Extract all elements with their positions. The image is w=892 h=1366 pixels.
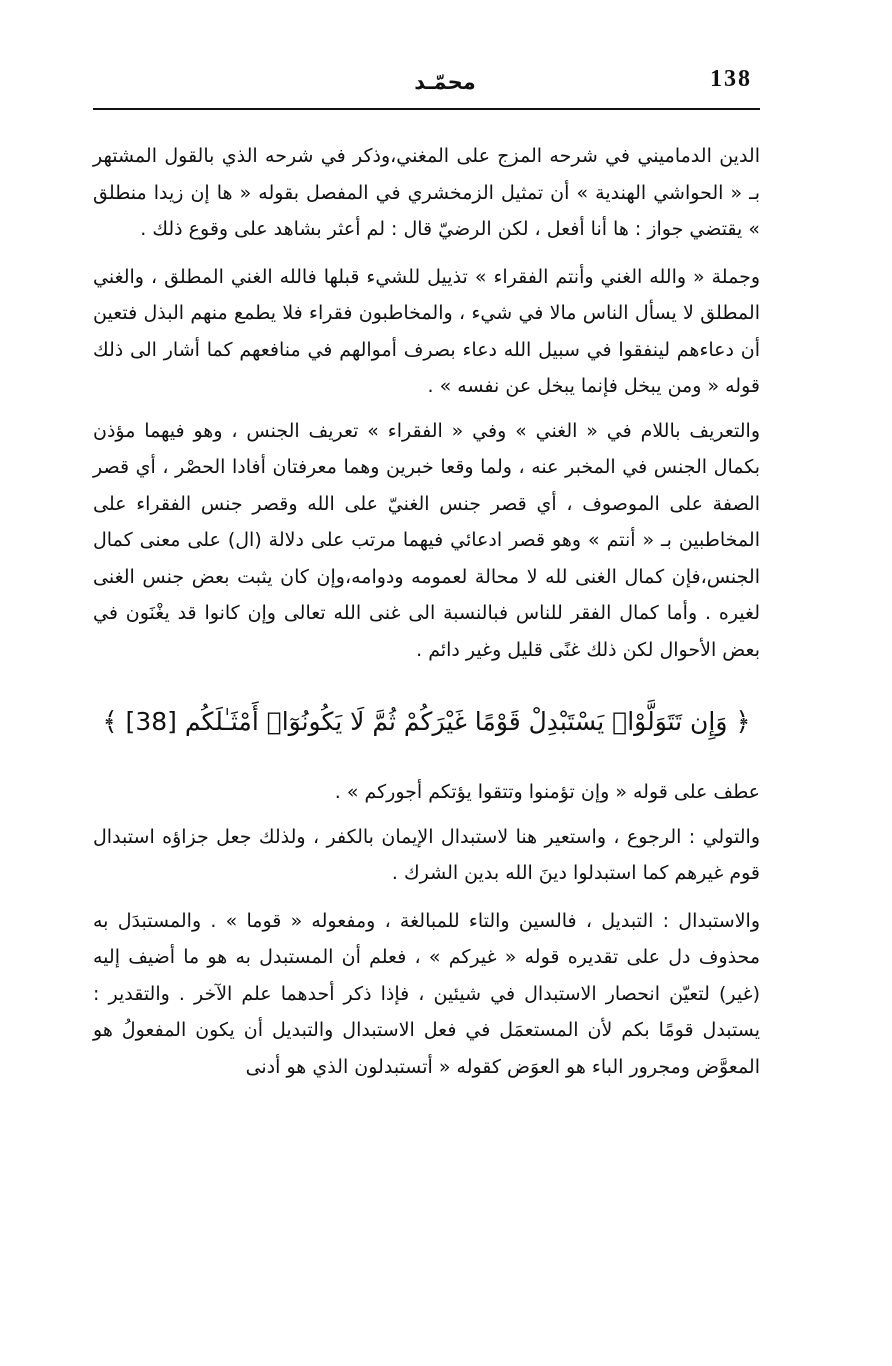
- header-rule: [93, 108, 760, 110]
- verse-text: وَإِن تَتَوَلَّوْا۟ يَسْتَبْدِلْ قَوْمًا غَيْرَكُمْ ثُمَّ لَا يَكُونُوٓا۟ أَمْثَـٰلَكُم: [184, 707, 728, 736]
- page-number: 138: [710, 66, 752, 92]
- paragraph-tawalli: والتولي : الرجوع ، واستعير هنا لاستبدال الإيمان بالكفر ، ولذلك جعل جزاؤه استبدال قوم غيرهم كما استبدلوا دينَ الله بدين الشرك .: [93, 825, 760, 884]
- verse-close-bracket: ﴾: [102, 707, 118, 737]
- paragraph-istibdal: والاستبدال : التبديل ، فالسين والتاء للمبالغة ، ومفعوله « قوما » . والمستبدَل به محذوف دل على تقديره قوله « غيركم » ، فعلم أن المستبدل به هو ما أضيف إليه (غير) لتعيّن انحصار الاستبدال في شيئين ، فإذا ذكر أحدهما علم الآخر . والتقدير : يستبدل قومًا بكم لأن المستعمَل في فعل الاستبدال والتبديل أن يكون المفعولُ هو المعوَّض ومجرور الباء هو العوَض كقوله « أتستبدلون الذي هو أدنى: [93, 909, 760, 1078]
- running-title: محمّـد: [414, 70, 476, 94]
- paragraph-tadhyeel: وجملة « والله الغني وأنتم الفقراء » تذييل للشيء قبلها فالله الغني المطلق ، والغني المطلق لا يسأل الناس مالا في شيء ، والمخاطبون فقراء فلا يطمع منهم البذل فتعين أن دعاءهم لينفقوا في سبيل الله دعاء بصرف أموالهم في منافعهم كما أشار الى ذلك قوله « ومن يبخل فإنما يبخل عن نفسه » .: [93, 265, 760, 397]
- paragraph-continuation: الدين الدماميني في شرحه المزج على المغني،وذكر في شرحه الذي بالقول المشتهر بـ « الحواشي الهندية » أن تمثيل الزمخشري في المفصل بقوله « ها إن زيدا منطلق » يقتضي جواز : ها أنا أفعل ، لكن الرضيّ قال : لم أعثر بشاهد على وقوع ذلك .: [93, 145, 760, 240]
- quran-verse: [93, 694, 760, 750]
- paragraph-atf: عطف على قوله « وإن تؤمنوا وتتقوا يؤتكم أجوركم » .: [334, 781, 760, 803]
- verse-open-bracket: ﴿: [735, 707, 751, 737]
- paragraph-tareef: والتعريف باللام في « الغني » وفي « الفقراء » تعريف الجنس ، وهو فيهما مؤذن بكمال الجنس في المخبر عنه ، ولما وقعا خبرين وهما معرفتان أفادا الحصْر ، أي قصر الصفة على الموصوف ، أي قصر جنس الغنيّ على الله وقصر جنس الفقراء على المخاطبين بـ « أنتم » وهو قصر ادعائي فيهما مرتب على دلالة (ال) على معنى كمال الجنس،فإن كمال الغنى لله لا محالة لعمومه ودوامه،وإن كان يثبت بعض جنس الغنى لغيره . وأما كمال الفقر للناس فبالنسبة الى غنى الله تعالى وإن كانوا قد يغْنَون في بعض الأحوال لكن ذلك غنًى قليل وغير دائم .: [93, 419, 760, 661]
- verse-number: [38]: [125, 707, 177, 736]
- page-body: [93, 138, 760, 1085]
